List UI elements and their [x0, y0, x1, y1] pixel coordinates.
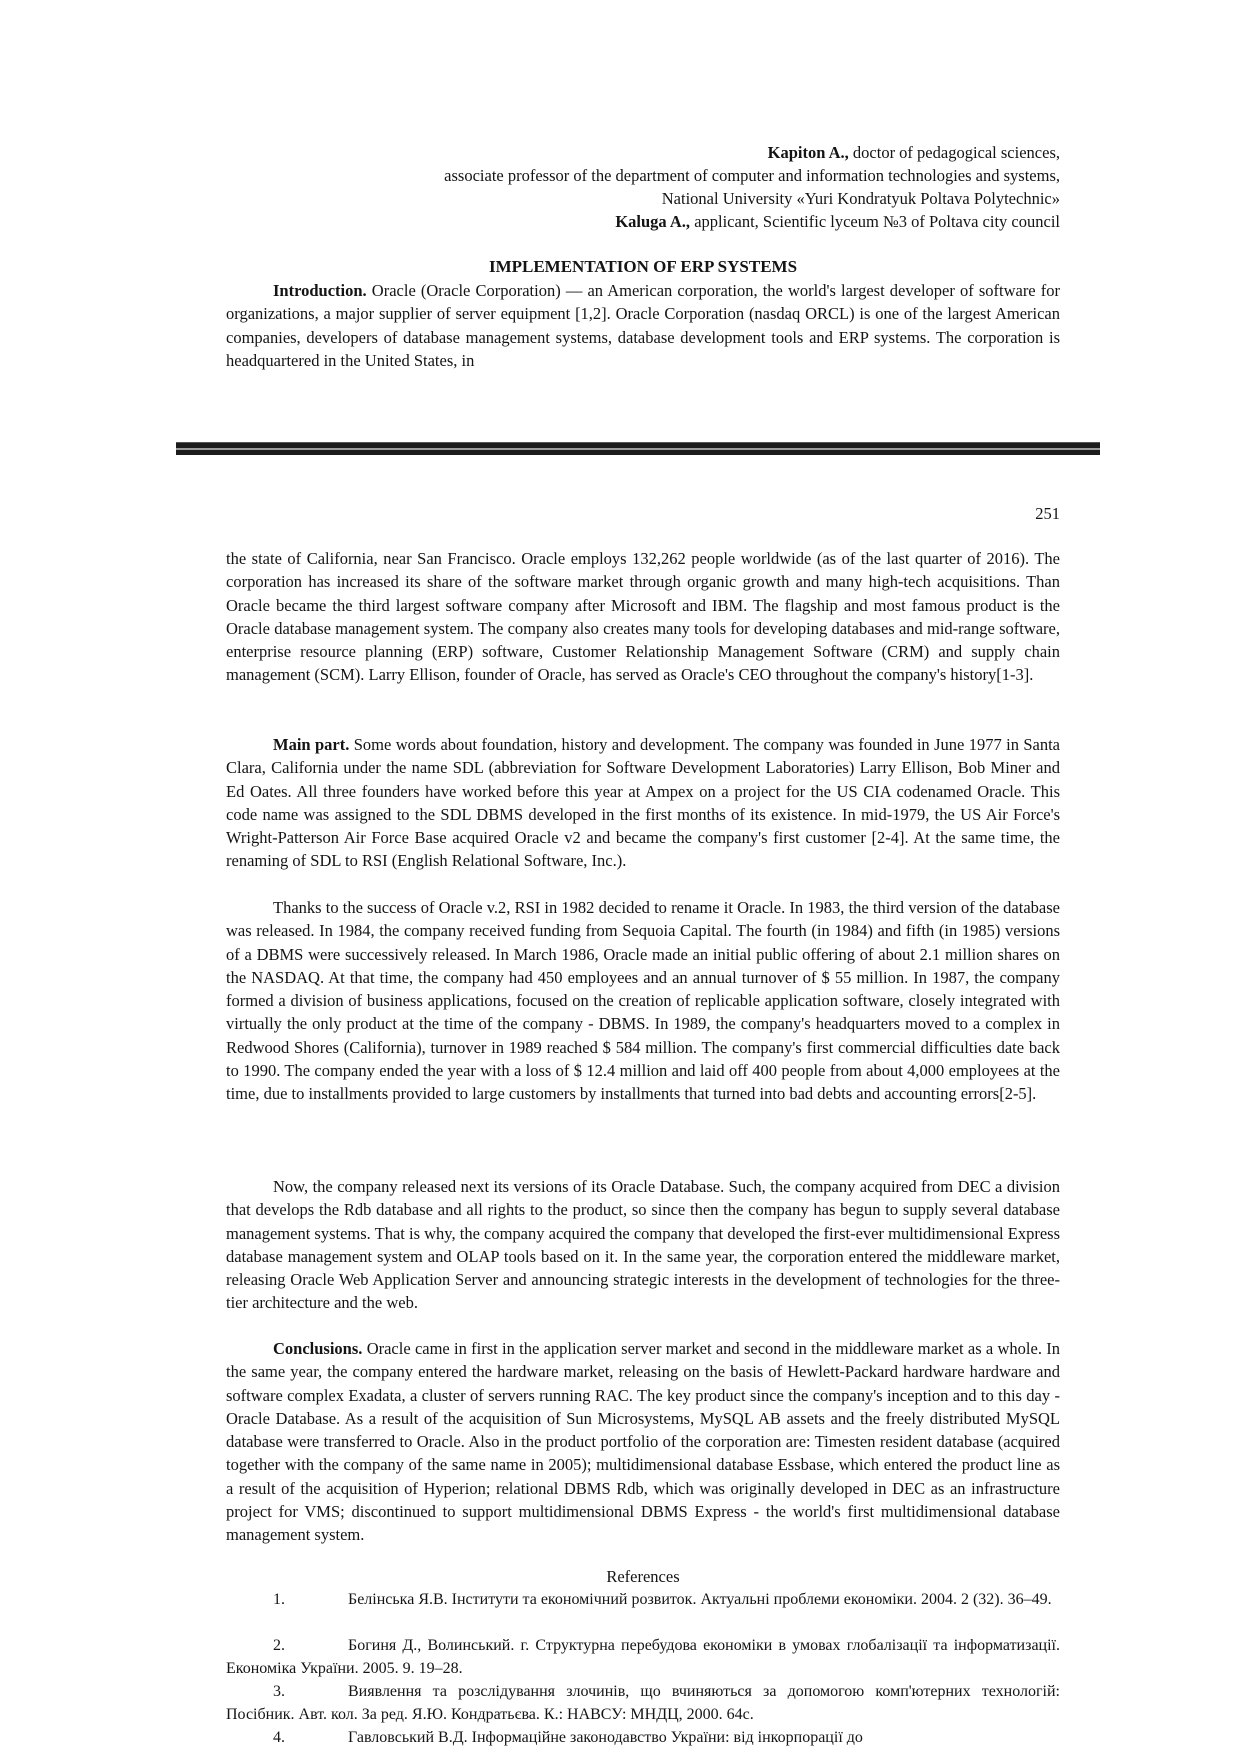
- reference-item: 3. Виявлення та розслідування злочинів, що вчиняються за допомогою комп'ютерних технологій: Посібник. Авт. кол. За ред. Я.Ю. Кондратьєва. К.: НАВСУ: МНДЦ, 2000. 64с.: [226, 1683, 1060, 1723]
- author-line: Kapiton A., doctor of pedagogical sciences,: [767, 143, 1060, 162]
- reference-item: 2. Богиня Д., Волинський. г. Структурна перебудова економіки в умовах глобалізації та інформатизації. Економіка України. 2005. 9. 19–28.: [226, 1637, 1060, 1677]
- page-break-divider: [176, 442, 1100, 455]
- reference-item: 4. Гавловський В.Д. Інформаційне законодавство України: від інкорпорації до: [273, 1729, 863, 1746]
- continuation-paragraph: the state of California, near San Francisco. Oracle employs 132,262 people worldwide (as of the last quarter of 2016). The corporation has increased its share of the software market through organic growth and many high-tech acquisitions. Than Oracle became the third largest software company after Microsoft and IBM. The flagship and most famous product is the Oracle database management system. The company also creates many tools for developing databases and mid-range software, enterprise resource planning (ERP) software, Customer Relationship Management Software (CRM) and supply chain management (SCM). Larry Ellison, founder of Oracle, has served as Oracle's CEO throughout the company's history[1-3].: [226, 549, 1060, 685]
- references-heading: References: [606, 1567, 680, 1586]
- development-paragraph: Now, the company released next its versions of its Oracle Database. Such, the company acquired from DEC a division that develops the Rdb database and all rights to the product, so since then the company has begun to supply several database management systems. That is why, the company acquired the company that developed the first-ever multidimensional Express database management system and OLAP tools based on it. In the same year, the corporation entered the middleware market, releasing Oracle Web Application Server and announcing strategic interests in the development of technologies for the three-tier architecture and the web.: [226, 1177, 1060, 1313]
- intro-paragraph: Introduction. Oracle (Oracle Corporation) — an American corporation, the world's largest developer of software for organizations, a major supplier of server equipment [1,2]. Oracle Corporation (nasdaq ORCL) is one of the largest American companies, developers of database management systems, database development tools and ERP systems. The corporation is headquartered in the United States, in: [226, 281, 1060, 370]
- history-paragraph: Thanks to the success of Oracle v.2, RSI in 1982 decided to rename it Oracle. In 1983, the third version of the database was released. In 1984, the company received funding from Sequoia Capital. The fourth (in 1984) and fifth (in 1985) versions of a DBMS were successively released. In March 1986, Oracle made an initial public offering of about 2.1 million shares on the NASDAQ. At that time, the company had 450 employees and an annual turnover of $ 55 million. In 1987, the company formed a division of business applications, focused on the creation of replicable application software, closely integrated with virtually the only product at the time of the company - DBMS. In 1989, the company's headquarters moved to a complex in Redwood Shores (California), turnover in 1989 reached $ 584 million. The company's first commercial difficulties date back to 1990. The company ended the year with a loss of $ 12.4 million and laid off 400 people from about 4,000 employees at the time, due to installments provided to large customers by installments that turned into bad debts and accounting errors[2-5].: [226, 898, 1060, 1104]
- conclusions-paragraph: Conclusions. Oracle came in first in the application server market and second in the middleware market as a whole. In the same year, the company entered the hardware market, releasing on the basis of Hewlett-Packard hardware hardware and software complex Exadata, a cluster of servers running RAC. The key product since the company's inception and to this day - Oracle Database. As a result of the acquisition of Sun Microsystems, MySQL AB assets and the freely distributed MySQL database were transferred to Oracle. Also in the product portfolio of the corporation are: Timesten resident database (acquired together with the company of the same name in 2005); multidimensional database Essbase, which entered the product line as a result of the acquisition of Hyperion; relational DBMS Rdb, which was originally developed in DEC as an infrastructure project for VMS; discontinued to support multidimensional DBMS Express - the world's first multidimensional database management system.: [226, 1339, 1060, 1545]
- paper-title: IMPLEMENTATION OF ERP SYSTEMS: [488, 257, 798, 276]
- author-line: National University «Yuri Kondratyuk Poltava Polytechnic»: [661, 189, 1060, 208]
- page-number: 251: [1035, 504, 1060, 523]
- author-line: associate professor of the department of computer and information technologies and systems,: [444, 166, 1060, 185]
- reference-item: 1. Белінська Я.В. Інститути та економічний розвиток. Актуальні проблеми економіки. 2004. 2 (32). 36–49.: [273, 1591, 1052, 1608]
- author-block: [300, 141, 1060, 233]
- author-line: Kaluga A., applicant, Scientific lyceum №3 of Poltava city council: [615, 212, 1060, 231]
- main-part-paragraph: Main part. Some words about foundation, history and development. The company was founded in June 1977 in Santa Clara, California under the name SDL (abbreviation for Software Development Laboratories) Larry Ellison, Bob Miner and Ed Oates. All three founders have worked before this year at Ampex on a project for the US CIA codenamed Oracle. This code name was assigned to the SDL DBMS developed in the first months of its existence. In mid-1979, the US Air Force's Wright-Patterson Air Force Base acquired Oracle v2 and became the company's first customer [2-4]. At the same time, the renaming of SDL to RSI (English Relational Software, Inc.).: [226, 735, 1060, 871]
